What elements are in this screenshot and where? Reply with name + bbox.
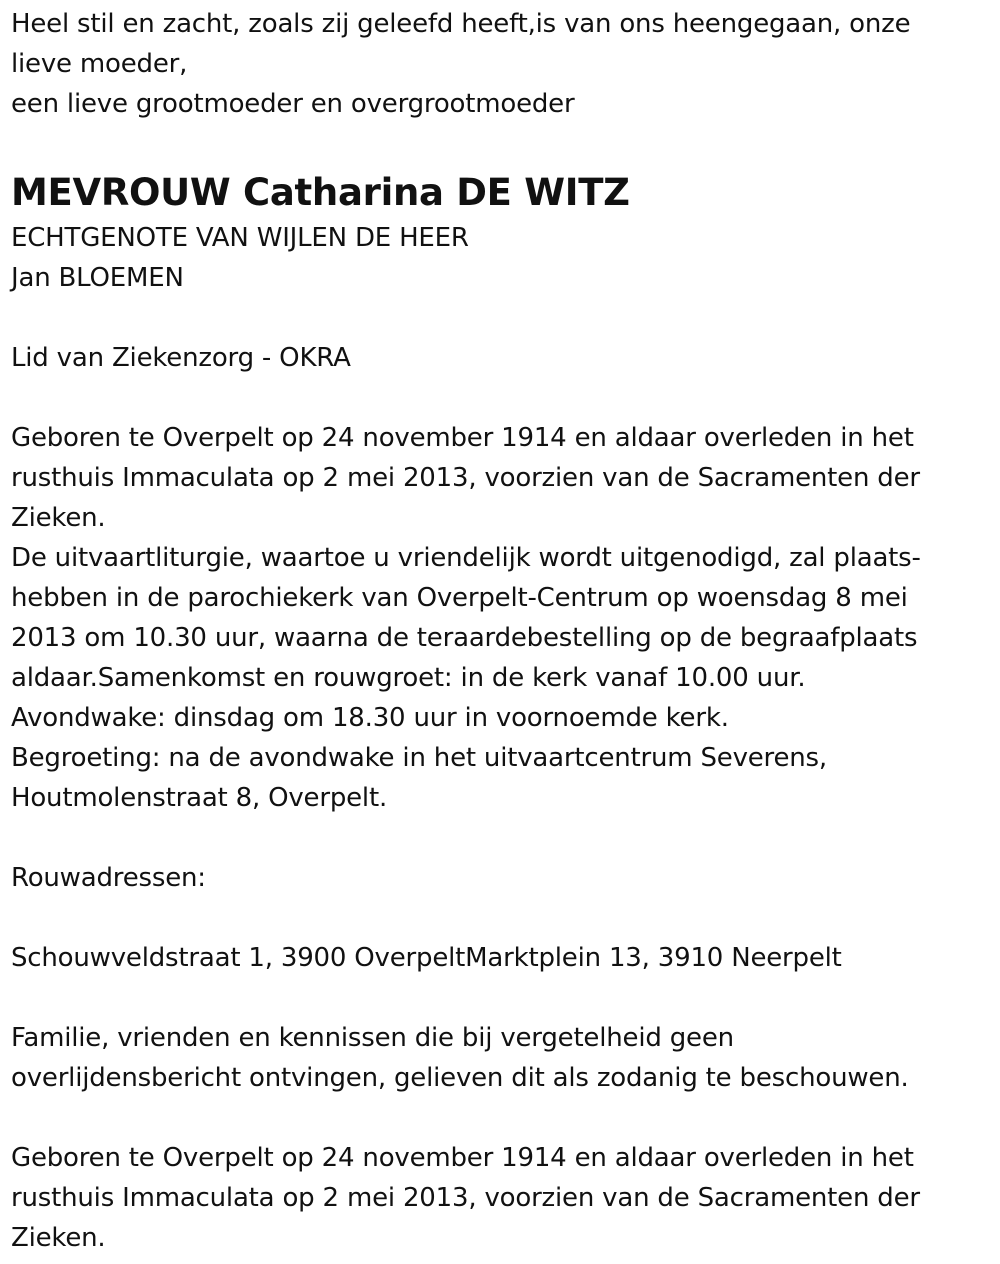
spacer — [11, 298, 991, 338]
addresses-heading: Rouwadressen: — [11, 863, 206, 893]
spacer — [11, 818, 991, 858]
details-paragraph — [11, 418, 991, 818]
repeat-line: Zieken. — [11, 1223, 106, 1253]
details-line: 2013 om 10.30 uur, waarna de teraardebestelling op de begraafplaats — [11, 623, 918, 653]
intro-line: een lieve grootmoeder en overgrootmoeder — [11, 89, 575, 119]
notice-line: Familie, vrienden en kennissen die bij vergetelheid geen — [11, 1023, 734, 1053]
details-line: Geboren te Overpelt op 24 november 1914 en aldaar overleden in het — [11, 423, 914, 453]
details-line: Avondwake: dinsdag om 18.30 uur in voornoemde kerk. — [11, 703, 729, 733]
intro-line: lieve moeder, — [11, 49, 188, 79]
details-line: Houtmolenstraat 8, Overpelt. — [11, 783, 388, 813]
spouse-line: ECHTGENOTE VAN WIJLEN DE HEER — [11, 223, 469, 253]
membership-text: Lid van Ziekenzorg - OKRA — [11, 343, 351, 373]
details-line: Zieken. — [11, 503, 106, 533]
addresses-list: Schouwveldstraat 1, 3900 OverpeltMarktplein 13, 3910 Neerpelt — [11, 943, 842, 973]
notice-paragraph — [11, 1018, 991, 1098]
details-line: Begroeting: na de avondwake in het uitvaartcentrum Severens, — [11, 743, 827, 773]
intro-text — [11, 4, 991, 124]
spouse-name: Jan BLOEMEN — [11, 263, 184, 293]
spacer — [11, 978, 991, 1018]
details-line: De uitvaartliturgie, waartoe u vriendelijk wordt uitgenodigd, zal plaats- — [11, 543, 921, 573]
intro-line: Heel stil en zacht, zoals zij geleefd heeft,is van ons heengegaan, onze — [11, 9, 911, 39]
notice-line: overlijdensbericht ontvingen, gelieven dit als zodanig te beschouwen. — [11, 1063, 909, 1093]
repeat-line: Geboren te Overpelt op 24 november 1914 en aldaar overleden in het — [11, 1143, 914, 1173]
death-notice — [11, 4, 991, 1258]
spacer — [11, 124, 991, 164]
details-line: aldaar.Samenkomst en rouwgroet: in de kerk vanaf 10.00 uur. — [11, 663, 806, 693]
spacer — [11, 378, 991, 418]
repeat-line: rusthuis Immaculata op 2 mei 2013, voorzien van de Sacramenten der — [11, 1183, 920, 1213]
spacer — [11, 898, 991, 938]
spacer — [11, 1098, 991, 1138]
deceased-name: MEVROUW Catharina DE WITZ — [11, 171, 630, 214]
details-line: rusthuis Immaculata op 2 mei 2013, voorzien van de Sacramenten der — [11, 463, 920, 493]
details-line: hebben in de parochiekerk van Overpelt-Centrum op woensdag 8 mei — [11, 583, 908, 613]
repeat-paragraph — [11, 1138, 991, 1258]
